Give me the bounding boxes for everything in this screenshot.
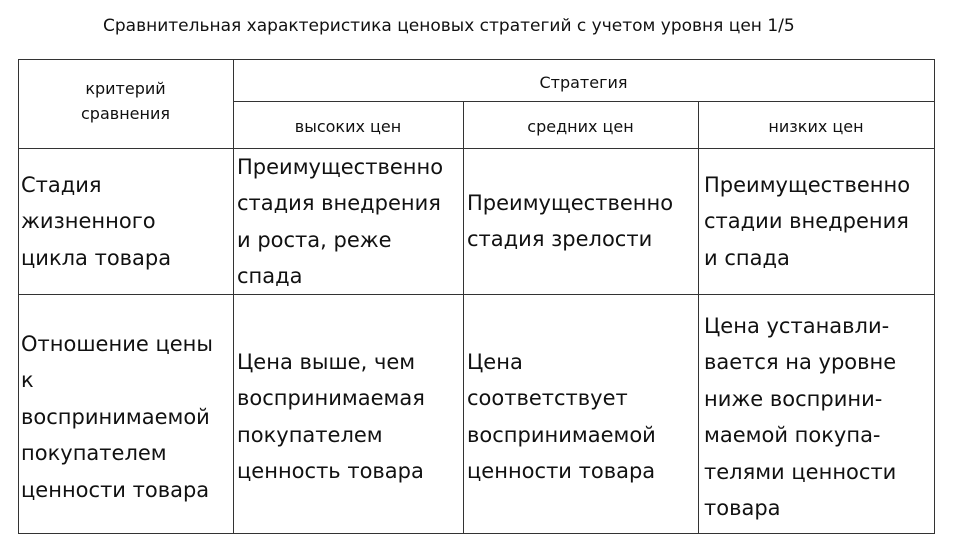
- row1-criterion: Стадия жизненного цикла товара: [21, 173, 172, 270]
- column-header-high: высоких цен: [294, 117, 402, 136]
- row2-criterion: Отношение цены к воспринимаемой покупателем ценности товара: [21, 332, 213, 502]
- column-header-medium: средних цен: [527, 117, 634, 136]
- table-border-bottom: [18, 533, 935, 534]
- row1-medium: Преимущественно стадия зрелости: [467, 191, 674, 252]
- strategy-divider: [233, 101, 935, 102]
- row1-high: Преимущественно стадия внедрения и роста, реже спада: [237, 155, 444, 289]
- row2-medium: Цена соответствует воспринимаемой ценности товара: [467, 350, 656, 484]
- table-border-left: [18, 59, 19, 534]
- row2-low: Цена устанавли- вается на уровне ниже восприни- маемой покупа- телями ценности товара: [704, 314, 897, 521]
- row1-low: Преимущественно стадии внедрения и спада: [704, 173, 911, 270]
- strategy-header: Стратегия: [539, 73, 628, 92]
- row2-high: Цена выше, чем воспринимаемая покупателем ценность товара: [237, 350, 425, 484]
- table-border-top: [18, 59, 935, 60]
- table-border-right: [934, 59, 935, 534]
- row-divider: [18, 294, 935, 295]
- criterion-header: критерий сравнения: [81, 79, 170, 123]
- medium-low-divider: [698, 101, 699, 534]
- column-header-low: низких цен: [768, 117, 864, 136]
- header-divider: [18, 148, 935, 149]
- slide-title: Сравнительная характеристика ценовых стратегий с учетом уровня цен 1/5: [103, 16, 795, 36]
- high-medium-divider: [463, 101, 464, 534]
